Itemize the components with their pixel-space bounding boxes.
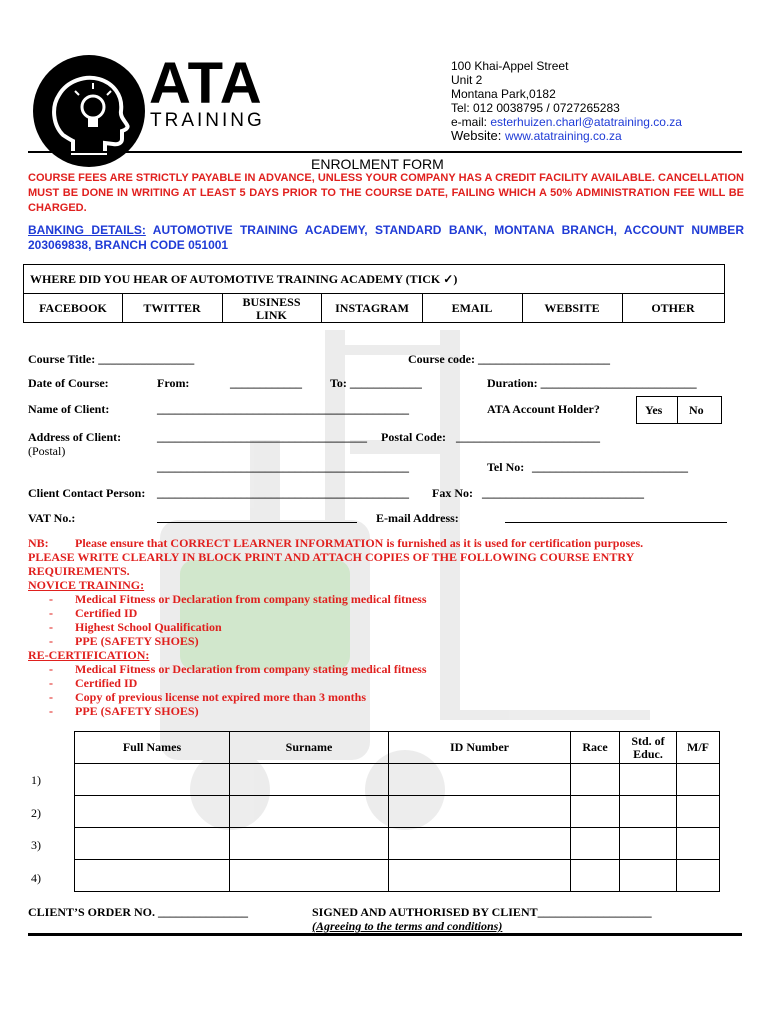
recert-item: - Certified ID	[49, 676, 138, 690]
postal-label: (Postal)	[28, 444, 66, 458]
option-other[interactable]: OTHER	[651, 301, 695, 315]
address-line-3: Montana Park,0182	[451, 87, 556, 101]
email-link[interactable]: esterhuizen.charl@atatraining.co.za	[490, 115, 682, 129]
website-link[interactable]: www.atatraining.co.za	[504, 129, 622, 143]
option-twitter[interactable]: TWITTER	[122, 294, 223, 323]
course-title-field[interactable]: Course Title: ________________	[28, 352, 195, 366]
nb-line	[28, 536, 728, 550]
email-label: e-mail:	[451, 115, 491, 129]
account-holder-no[interactable]: No	[689, 403, 704, 417]
recert-item: - Copy of previous license not expired more than 3 months	[49, 690, 367, 704]
postal-code-field[interactable]: ________________________	[456, 430, 600, 444]
recert-item: - Medical Fitness or Declaration from company stating medical fitness	[49, 662, 427, 676]
course-code-field[interactable]: Course code: ______________________	[408, 352, 610, 366]
duration-field[interactable]: Duration: __________________________	[487, 376, 697, 390]
website-label: Website:	[451, 128, 505, 143]
account-holder-yes[interactable]: Yes	[645, 403, 663, 417]
address-line-1: 100 Khai-Appel Street	[451, 59, 569, 73]
option-website[interactable]: WEBSITE	[522, 294, 623, 323]
instruction-line-2: REQUIREMENTS.	[28, 564, 130, 578]
agreeing-terms-note: (Agreeing to the terms and conditions)	[312, 919, 503, 933]
from-label: From:	[157, 376, 190, 390]
table-row	[75, 796, 720, 828]
footer-divider	[28, 933, 742, 936]
header-divider	[28, 151, 742, 153]
table-row	[75, 828, 720, 860]
option-business-link[interactable]: BUSINESS LINK	[222, 294, 322, 323]
address-field-line-2[interactable]: __________________________________________	[157, 460, 409, 474]
banking-label: BANKING DETAILS:	[28, 223, 146, 237]
novice-item: - Medical Fitness or Declaration from company stating medical fitness	[49, 592, 427, 606]
referral-options-row	[24, 293, 724, 323]
logo-subtext: TRAINING	[150, 110, 265, 131]
company-address	[451, 59, 682, 143]
referral-source-table	[23, 264, 725, 323]
header-std-of-educ: Std. of Educ.	[620, 732, 677, 764]
banking-text: AUTOMOTIVE TRAINING ACADEMY, STANDARD BANK, MONTANA BRANCH, ACCOUNT NUMBER 203069838, BRANCH CODE 051001	[28, 223, 744, 252]
nb-label: NB:	[28, 536, 49, 550]
option-facebook[interactable]: FACEBOOK	[24, 294, 123, 323]
learners-table	[74, 731, 720, 892]
novice-item: - PPE (SAFETY SHOES)	[49, 634, 199, 648]
vat-no-label: VAT No.:	[28, 511, 76, 525]
contact-person-label: Client Contact Person:	[28, 486, 146, 500]
address-phone: Tel: 012 0038795 / 0727265283	[451, 101, 620, 115]
banking-details	[28, 223, 744, 253]
fees-notice: COURSE FEES ARE STRICTLY PAYABLE IN ADVANCE, UNLESS YOUR COMPANY HAS A CREDIT FACILITY AVAILABLE. CANCELLATION MUST BE DONE IN WRITING AT LEAST 5 DAYS PRIOR TO THE COURSE DATE, FAILING WHICH A 50% ADMINISTRATION FEE WILL BE CHARGED.	[28, 172, 744, 214]
recertification-heading: RE-CERTIFICATION:	[28, 648, 150, 662]
requirements-section	[28, 536, 728, 718]
account-holder-label: ATA Account Holder?	[487, 402, 600, 416]
table-row	[75, 764, 720, 796]
yes-no-divider	[677, 397, 678, 423]
tel-no-label: Tel No:	[487, 460, 525, 474]
fax-no-field[interactable]: ___________________________	[482, 486, 644, 500]
email-address-label: E-mail Address:	[376, 511, 459, 525]
referral-title: WHERE DID YOU HEAR OF AUTOMOTIVE TRAINING ACADEMY (TICK ✓)	[30, 272, 458, 286]
novice-training-heading: NOVICE TRAINING:	[28, 578, 145, 592]
logo-text: ATA	[149, 51, 263, 116]
novice-item: - Highest School Qualification	[49, 620, 222, 634]
address-email-row	[451, 115, 682, 129]
date-of-course-label: Date of Course:	[28, 376, 109, 390]
from-date-field[interactable]: ____________	[230, 376, 302, 390]
header-id-number: ID Number	[389, 732, 571, 764]
address-line-2: Unit 2	[451, 73, 483, 87]
recert-item: - PPE (SAFETY SHOES)	[49, 704, 199, 718]
to-date-field[interactable]: To: ____________	[330, 376, 422, 390]
option-email[interactable]: EMAIL	[422, 294, 523, 323]
table-row	[75, 860, 720, 892]
header-race: Race	[571, 732, 620, 764]
instruction-line: PLEASE WRITE CLEARLY IN BLOCK PRINT AND ATTACH COPIES OF THE FOLLOWING COURSE ENTRY	[28, 550, 635, 564]
client-signature-field[interactable]: SIGNED AND AUTHORISED BY CLIENT___________________	[312, 905, 652, 919]
novice-item: - Certified ID	[49, 606, 138, 620]
address-of-client-label: Address of Client:	[28, 430, 122, 444]
name-of-client-label: Name of Client:	[28, 402, 110, 416]
page-title: ENROLMENT FORM	[311, 156, 444, 172]
client-order-no-field[interactable]: CLIENT’S ORDER NO. _______________	[28, 905, 249, 919]
address-website-row	[451, 129, 682, 143]
fax-no-label: Fax No:	[432, 486, 473, 500]
nb-text: Please ensure that CORRECT LEARNER INFORMATION is furnished as it is used for certification purposes.	[75, 536, 644, 550]
vat-no-field[interactable]	[157, 522, 357, 523]
header-surname: Surname	[230, 732, 389, 764]
row-number: 3)	[31, 838, 41, 852]
account-holder-options	[636, 396, 722, 424]
header-mf: M/F	[677, 732, 720, 764]
table-header-row	[75, 732, 720, 764]
email-address-field[interactable]	[505, 522, 727, 523]
option-instagram[interactable]: INSTAGRAM	[322, 294, 423, 323]
tel-no-field[interactable]: __________________________	[532, 460, 688, 474]
row-number: 4)	[31, 871, 41, 885]
row-number: 2)	[31, 806, 41, 820]
header-full-names: Full Names	[75, 732, 230, 764]
client-name-field[interactable]: __________________________________________	[157, 402, 409, 416]
address-field[interactable]: ___________________________________	[157, 430, 367, 444]
contact-person-field[interactable]: __________________________________________	[157, 486, 409, 500]
postal-code-label: Postal Code:	[381, 430, 446, 444]
row-number: 1)	[31, 773, 41, 787]
